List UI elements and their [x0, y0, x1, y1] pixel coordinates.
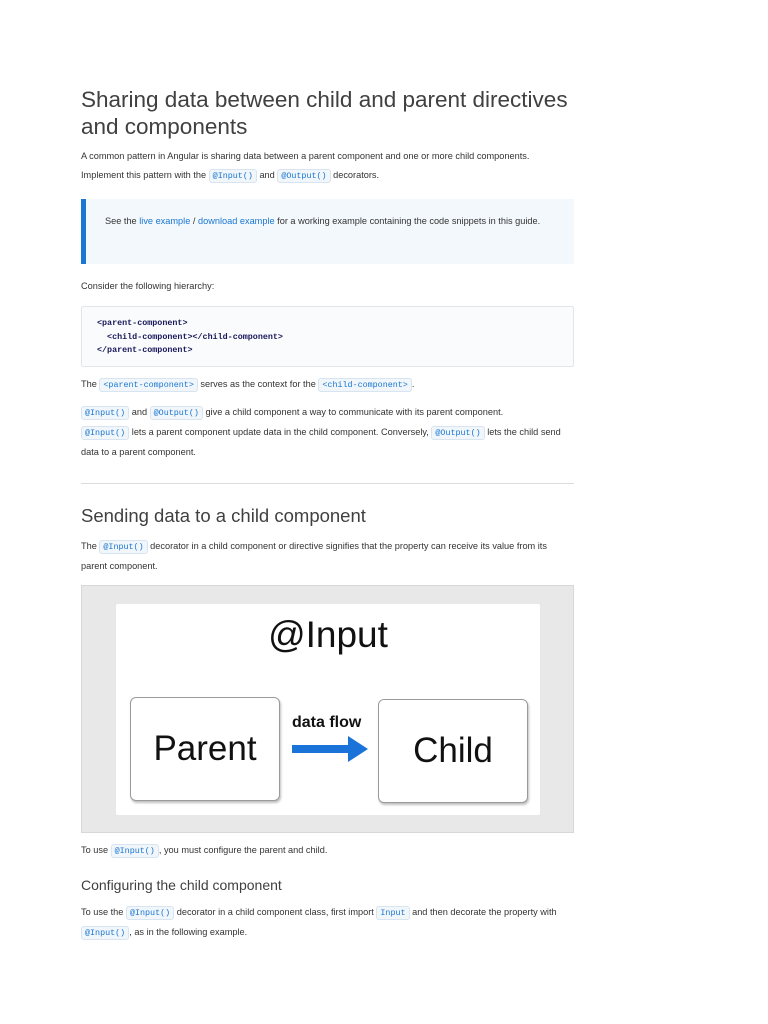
callout-slash: /	[190, 216, 198, 226]
code-line: </parent-component>	[97, 345, 193, 355]
callout-see-the: See the	[105, 216, 140, 226]
output-decorator-code: @Output()	[277, 169, 330, 183]
live-example-link[interactable]: live example	[139, 216, 191, 226]
callout-accent-bar	[81, 199, 86, 264]
config-paragraph	[81, 903, 574, 943]
child-box: Child	[378, 699, 528, 803]
input-decorator-code: @Input()	[81, 426, 129, 440]
input-decorator-code: @Input()	[81, 406, 129, 420]
intro-and: and	[256, 170, 278, 180]
context-paragraph	[81, 375, 574, 395]
section-the: The	[81, 541, 100, 551]
code-block[interactable]	[81, 306, 574, 367]
output-decorator-code: @Output()	[431, 426, 484, 440]
code-line: <parent-component>	[97, 318, 188, 328]
parent-box: Parent	[130, 697, 280, 801]
callout-rest: for a working example containing the code snippets in this guide.	[274, 216, 541, 226]
callout-text	[105, 212, 555, 230]
config-text1: decorator in a child component class, first import	[174, 907, 377, 917]
section-divider	[81, 483, 574, 484]
figure-title: @Input	[268, 614, 388, 655]
input-decorator-code: @Input()	[99, 540, 147, 554]
context-middle: serves as the context for the	[197, 379, 319, 389]
input-import-code: Input	[376, 906, 409, 920]
section-text: decorator in a child component or directive signifies that the property can receive its value from its parent component.	[81, 541, 547, 571]
config-to-use: To use the	[81, 907, 126, 917]
data-flow-label: data flow	[292, 714, 362, 731]
example-callout	[81, 199, 574, 264]
config-text3: , as in the following example.	[129, 927, 248, 937]
parent-component-code: <parent-component>	[99, 378, 197, 392]
context-end: .	[411, 379, 415, 389]
intro-line2-before: Implement this pattern with the	[81, 170, 209, 180]
intro-paragraph	[81, 147, 574, 186]
code-content	[97, 317, 283, 358]
subheading: Configuring the child component	[81, 877, 282, 893]
use-rest: , you must configure the parent and child.	[158, 845, 328, 855]
page-title: Sharing data between child and parent directives and components	[81, 87, 568, 139]
hierarchy-paragraph: Consider the following hierarchy:	[81, 281, 215, 291]
output-decorator-code: @Output()	[150, 406, 203, 420]
config-text2: and then decorate the property with	[409, 907, 557, 917]
context-the: The	[81, 379, 100, 389]
io-and: and	[129, 407, 150, 417]
io-text3: lets the child send data to a parent component.	[81, 427, 561, 457]
section-paragraph	[81, 537, 574, 576]
code-line: <child-component></child-component>	[97, 331, 283, 342]
child-component-code: <child-component>	[318, 378, 411, 392]
input-output-paragraph	[81, 403, 574, 462]
figure-card	[116, 604, 540, 815]
io-text2: lets a parent component update data in the child component. Conversely,	[129, 427, 432, 437]
io-text1: give a child component a way to communicate with its parent component.	[202, 407, 504, 417]
input-decorator-code: @Input()	[209, 169, 257, 183]
input-decorator-code: @Input()	[81, 926, 129, 940]
arrow-right-icon	[290, 734, 370, 764]
use-to-use: To use	[81, 845, 111, 855]
intro-line2-after: decorators.	[330, 170, 380, 180]
input-decorator-code: @Input()	[126, 906, 174, 920]
section-heading: Sending data to a child component	[81, 505, 366, 526]
input-decorator-code: @Input()	[111, 844, 159, 858]
input-data-flow-figure	[81, 585, 574, 833]
intro-line1: A common pattern in Angular is sharing data between a parent component and one or more child components.	[81, 151, 530, 161]
use-paragraph	[81, 841, 574, 861]
download-example-link[interactable]: download example	[197, 216, 275, 226]
